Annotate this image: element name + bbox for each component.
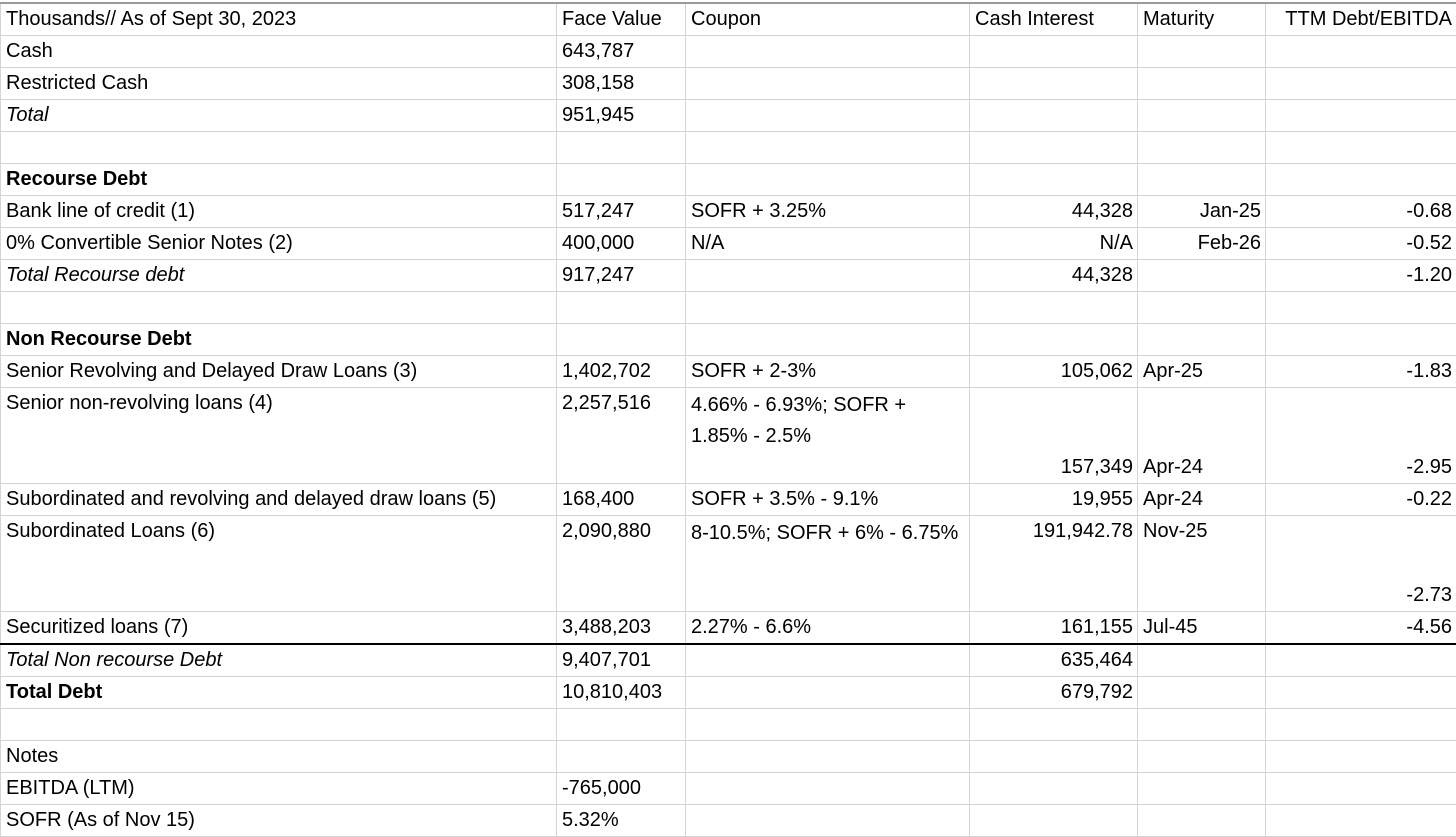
recourse-row xyxy=(1,228,1456,260)
sofr-label-cell[interactable]: SOFR (As of Nov 15) xyxy=(1,805,557,837)
empty-cell[interactable] xyxy=(557,292,686,324)
empty-cell[interactable] xyxy=(1138,644,1266,677)
empty-cell[interactable] xyxy=(686,132,970,164)
empty-cell[interactable] xyxy=(970,68,1138,100)
row-label-cell[interactable]: 0% Convertible Senior Notes (2) xyxy=(1,228,557,260)
total-debt-label-cell[interactable]: Total Debt xyxy=(1,677,557,709)
empty-cell[interactable] xyxy=(1266,100,1456,132)
header-maturity-cell[interactable]: Maturity xyxy=(1138,3,1266,36)
empty-cell[interactable] xyxy=(970,709,1138,741)
recourse-total-ttm-cell[interactable]: -1.20 xyxy=(1266,260,1456,292)
notes-heading-row xyxy=(1,741,1456,773)
empty-cell[interactable] xyxy=(1138,68,1266,100)
empty-cell[interactable] xyxy=(686,324,970,356)
face-value-cell[interactable]: 1,402,702 xyxy=(557,356,686,388)
blank-row xyxy=(1,132,1456,164)
empty-cell[interactable] xyxy=(1138,36,1266,68)
face-value-cell[interactable]: 2,090,880 xyxy=(557,516,686,612)
ttm-cell[interactable]: -0.52 xyxy=(1266,228,1456,260)
ttm-cell[interactable]: -0.68 xyxy=(1266,196,1456,228)
empty-cell[interactable] xyxy=(1138,741,1266,773)
notes-heading-cell[interactable]: Notes xyxy=(1,741,557,773)
empty-cell[interactable] xyxy=(1266,324,1456,356)
empty-cell[interactable] xyxy=(686,36,970,68)
coupon-text: 8-10.5%; SOFR + 6% - 6.75% xyxy=(691,516,965,549)
total-debt-interest-cell[interactable]: 679,792 xyxy=(970,677,1138,709)
maturity-cell[interactable]: Apr-24 xyxy=(1138,388,1266,484)
coupon-cell[interactable]: SOFR + 2-3% xyxy=(686,356,970,388)
nonrecourse-row xyxy=(1,388,1456,484)
empty-cell[interactable] xyxy=(686,677,970,709)
empty-cell[interactable] xyxy=(970,805,1138,837)
nonrecourse-row xyxy=(1,612,1456,645)
restricted-cash-label-cell[interactable]: Restricted Cash xyxy=(1,68,557,100)
empty-cell[interactable] xyxy=(970,100,1138,132)
empty-cell[interactable] xyxy=(970,164,1138,196)
empty-cell[interactable] xyxy=(1138,260,1266,292)
cash-total-value-cell[interactable]: 951,945 xyxy=(557,100,686,132)
nonrecourse-heading-row xyxy=(1,324,1456,356)
maturity-cell[interactable]: Apr-25 xyxy=(1138,356,1266,388)
empty-cell[interactable] xyxy=(686,68,970,100)
empty-cell[interactable] xyxy=(1,292,557,324)
cash-interest-cell[interactable]: N/A xyxy=(970,228,1138,260)
empty-cell[interactable] xyxy=(1138,292,1266,324)
empty-cell[interactable] xyxy=(1138,709,1266,741)
empty-cell[interactable] xyxy=(1138,773,1266,805)
empty-cell[interactable] xyxy=(686,644,970,677)
empty-cell[interactable] xyxy=(1266,741,1456,773)
empty-cell[interactable] xyxy=(1266,36,1456,68)
empty-cell[interactable] xyxy=(970,36,1138,68)
nonrecourse-row xyxy=(1,516,1456,612)
row-label-cell[interactable]: Senior Revolving and Delayed Draw Loans (3) xyxy=(1,356,557,388)
empty-cell[interactable] xyxy=(1138,100,1266,132)
header-row xyxy=(1,3,1456,36)
ebitda-row xyxy=(1,773,1456,805)
empty-cell[interactable] xyxy=(1266,68,1456,100)
recourse-total-interest-cell[interactable]: 44,328 xyxy=(970,260,1138,292)
empty-cell[interactable] xyxy=(686,164,970,196)
empty-cell[interactable] xyxy=(557,324,686,356)
empty-cell[interactable] xyxy=(1,709,557,741)
maturity-cell[interactable]: Jul-45 xyxy=(1138,612,1266,645)
empty-cell[interactable] xyxy=(1,132,557,164)
empty-cell[interactable] xyxy=(970,292,1138,324)
row-label-cell[interactable]: Senior non-revolving loans (4) xyxy=(1,388,557,484)
empty-cell[interactable] xyxy=(970,132,1138,164)
face-value-cell[interactable]: 2,257,516 xyxy=(557,388,686,484)
cash-row xyxy=(1,36,1456,68)
ttm-cell[interactable]: -1.83 xyxy=(1266,356,1456,388)
header-cash-interest-cell[interactable]: Cash Interest xyxy=(970,3,1138,36)
empty-cell[interactable] xyxy=(1138,164,1266,196)
empty-cell[interactable] xyxy=(686,100,970,132)
face-value-cell[interactable]: 3,488,203 xyxy=(557,612,686,645)
cash-value-cell[interactable]: 643,787 xyxy=(557,36,686,68)
recourse-heading-row xyxy=(1,164,1456,196)
sofr-value-cell[interactable]: 5.32% xyxy=(557,805,686,837)
empty-cell[interactable] xyxy=(686,773,970,805)
cash-total-row xyxy=(1,100,1456,132)
empty-cell[interactable] xyxy=(970,773,1138,805)
cash-interest-cell[interactable]: 161,155 xyxy=(970,612,1138,645)
ebitda-label-cell[interactable]: EBITDA (LTM) xyxy=(1,773,557,805)
row-label-cell[interactable]: Subordinated and revolving and delayed draw loans (5) xyxy=(1,484,557,516)
empty-cell[interactable] xyxy=(1266,677,1456,709)
empty-cell[interactable] xyxy=(970,741,1138,773)
cash-total-label-cell[interactable]: Total xyxy=(1,100,557,132)
recourse-row xyxy=(1,196,1456,228)
nonrecourse-total-row xyxy=(1,644,1456,677)
face-value-cell[interactable]: 517,247 xyxy=(557,196,686,228)
empty-cell[interactable] xyxy=(686,260,970,292)
coupon-text: 4.66% - 6.93%; SOFR + 1.85% - 2.5% xyxy=(691,388,965,452)
coupon-cell[interactable]: SOFR + 3.25% xyxy=(686,196,970,228)
restricted-cash-row xyxy=(1,68,1456,100)
nonrecourse-total-label-cell[interactable]: Total Non recourse Debt xyxy=(1,644,557,677)
empty-cell[interactable] xyxy=(686,709,970,741)
maturity-cell[interactable]: Jan-25 xyxy=(1138,196,1266,228)
empty-cell[interactable] xyxy=(557,709,686,741)
maturity-cell[interactable]: Apr-24 xyxy=(1138,484,1266,516)
cash-interest-cell[interactable]: 105,062 xyxy=(970,356,1138,388)
restricted-cash-value-cell[interactable]: 308,158 xyxy=(557,68,686,100)
sofr-row xyxy=(1,805,1456,837)
empty-cell[interactable] xyxy=(1266,773,1456,805)
cash-interest-cell[interactable]: 44,328 xyxy=(970,196,1138,228)
cash-interest-cell[interactable]: 19,955 xyxy=(970,484,1138,516)
empty-cell[interactable] xyxy=(686,741,970,773)
ttm-cell[interactable]: -2.73 xyxy=(1266,516,1456,612)
row-label-cell[interactable]: Bank line of credit (1) xyxy=(1,196,557,228)
empty-cell[interactable] xyxy=(557,164,686,196)
blank-row xyxy=(1,709,1456,741)
nonrecourse-total-face-cell[interactable]: 9,407,701 xyxy=(557,644,686,677)
empty-cell[interactable] xyxy=(1266,644,1456,677)
maturity-cell[interactable]: Nov-25 xyxy=(1138,516,1266,612)
recourse-heading-cell[interactable]: Recourse Debt xyxy=(1,164,557,196)
cash-interest-cell[interactable]: 191,942.78 xyxy=(970,516,1138,612)
cash-label-cell[interactable]: Cash xyxy=(1,36,557,68)
coupon-cell[interactable]: SOFR + 3.5% - 9.1% xyxy=(686,484,970,516)
ttm-cell[interactable]: -4.56 xyxy=(1266,612,1456,645)
ttm-cell[interactable]: -2.95 xyxy=(1266,388,1456,484)
header-face-value-cell[interactable]: Face Value xyxy=(557,3,686,36)
empty-cell[interactable] xyxy=(686,292,970,324)
row-label-cell[interactable]: Securitized loans (7) xyxy=(1,612,557,645)
coupon-cell[interactable]: 2.27% - 6.6% xyxy=(686,612,970,645)
header-label-cell[interactable]: Thousands// As of Sept 30, 2023 xyxy=(1,3,557,36)
ebitda-value-cell[interactable]: -765,000 xyxy=(557,773,686,805)
maturity-cell[interactable]: Feb-26 xyxy=(1138,228,1266,260)
empty-cell[interactable] xyxy=(686,805,970,837)
face-value-cell[interactable]: 168,400 xyxy=(557,484,686,516)
empty-cell[interactable] xyxy=(1138,324,1266,356)
row-label-cell[interactable]: Subordinated Loans (6) xyxy=(1,516,557,612)
header-coupon-cell[interactable]: Coupon xyxy=(686,3,970,36)
empty-cell[interactable] xyxy=(1266,164,1456,196)
nonrecourse-total-interest-cell[interactable]: 635,464 xyxy=(970,644,1138,677)
face-value-cell[interactable]: 400,000 xyxy=(557,228,686,260)
empty-cell[interactable] xyxy=(1138,132,1266,164)
empty-cell[interactable] xyxy=(1266,132,1456,164)
empty-cell[interactable] xyxy=(557,741,686,773)
nonrecourse-heading-cell[interactable]: Non Recourse Debt xyxy=(1,324,557,356)
empty-cell[interactable] xyxy=(1266,709,1456,741)
empty-cell[interactable] xyxy=(1138,805,1266,837)
total-debt-face-cell[interactable]: 10,810,403 xyxy=(557,677,686,709)
nonrecourse-row xyxy=(1,484,1456,516)
empty-cell[interactable] xyxy=(1266,292,1456,324)
ttm-cell[interactable]: -0.22 xyxy=(1266,484,1456,516)
debt-table xyxy=(0,2,1456,837)
recourse-total-face-cell[interactable]: 917,247 xyxy=(557,260,686,292)
recourse-total-label-cell[interactable]: Total Recourse debt xyxy=(1,260,557,292)
empty-cell[interactable] xyxy=(970,324,1138,356)
coupon-cell[interactable]: N/A xyxy=(686,228,970,260)
header-ttm-cell[interactable]: TTM Debt/EBITDA xyxy=(1266,3,1456,36)
cash-interest-cell[interactable]: 157,349 xyxy=(970,388,1138,484)
empty-cell[interactable] xyxy=(557,132,686,164)
recourse-total-row xyxy=(1,260,1456,292)
empty-cell[interactable] xyxy=(1266,805,1456,837)
total-debt-row xyxy=(1,677,1456,709)
coupon-cell[interactable] xyxy=(686,516,970,612)
nonrecourse-row xyxy=(1,356,1456,388)
coupon-cell[interactable] xyxy=(686,388,970,484)
empty-cell[interactable] xyxy=(1138,677,1266,709)
blank-row xyxy=(1,292,1456,324)
